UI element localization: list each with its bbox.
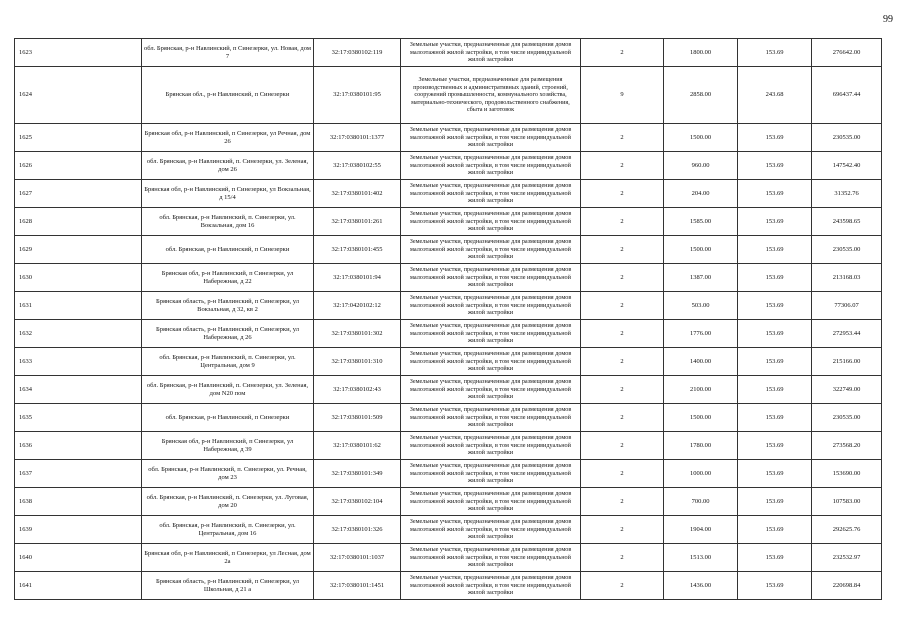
cadastral-value-table xyxy=(14,38,882,600)
cadastral-value-cell: 292625.76 xyxy=(812,516,882,544)
area-cell: 1387.00 xyxy=(664,264,738,292)
address-cell: Брянская обл, р-н Навлинский, п Синезерки, ул Набережная, д 39 xyxy=(142,432,314,460)
rate-cell: 153.69 xyxy=(738,376,812,404)
area-cell: 960.00 xyxy=(664,152,738,180)
table-body xyxy=(15,39,882,600)
area-cell: 503.00 xyxy=(664,292,738,320)
table-row xyxy=(15,292,882,320)
area-cell: 1500.00 xyxy=(664,124,738,152)
land-use-cell: Земельные участки, предназначенные для размещения домов малоэтажной жилой застройки, в том числе индивидуальной жилой застройки xyxy=(401,320,581,348)
group-code-cell: 2 xyxy=(581,208,664,236)
area-cell: 700.00 xyxy=(664,488,738,516)
address-cell: Брянская обл, р-н Навлинский, п Синезерки, ул Набережная, д 22 xyxy=(142,264,314,292)
row-number-cell: 1630 xyxy=(15,264,142,292)
land-use-cell: Земельные участки, предназначенные для размещения домов малоэтажной жилой застройки, в том числе индивидуальной жилой застройки xyxy=(401,544,581,572)
cadastral-value-cell: 31352.76 xyxy=(812,180,882,208)
group-code-cell: 9 xyxy=(581,67,664,124)
rate-cell: 153.69 xyxy=(738,39,812,67)
row-number-cell: 1631 xyxy=(15,292,142,320)
cadastral-number-cell: 32:17:0420102:12 xyxy=(314,292,401,320)
address-cell: Брянская обл, р-н Навлинский, п Синезерки, ул Речная, дом 26 xyxy=(142,124,314,152)
table-row xyxy=(15,376,882,404)
cadastral-value-cell: 276642.00 xyxy=(812,39,882,67)
row-number-cell: 1638 xyxy=(15,488,142,516)
table-row xyxy=(15,152,882,180)
land-use-cell: Земельные участки, предназначенные для размещения домов малоэтажной жилой застройки, в том числе индивидуальной жилой застройки xyxy=(401,516,581,544)
address-cell: Брянская область, р-н Навлинский, п Синезерки, ул Школьная, д 21 а xyxy=(142,572,314,600)
group-code-cell: 2 xyxy=(581,516,664,544)
rate-cell: 153.69 xyxy=(738,488,812,516)
cadastral-number-cell: 32:17:0380101:509 xyxy=(314,404,401,432)
land-use-cell: Земельные участки, предназначенные для размещения домов малоэтажной жилой застройки, в том числе индивидуальной жилой застройки xyxy=(401,208,581,236)
land-use-cell: Земельные участки, предназначенные для размещения домов малоэтажной жилой застройки, в том числе индивидуальной жилой застройки xyxy=(401,236,581,264)
rate-cell: 153.69 xyxy=(738,208,812,236)
rate-cell: 153.69 xyxy=(738,264,812,292)
land-use-cell: Земельные участки, предназначенные для размещения домов малоэтажной жилой застройки, в том числе индивидуальной жилой застройки xyxy=(401,460,581,488)
row-number-cell: 1627 xyxy=(15,180,142,208)
group-code-cell: 2 xyxy=(581,152,664,180)
rate-cell: 243.68 xyxy=(738,67,812,124)
group-code-cell: 2 xyxy=(581,236,664,264)
table-row xyxy=(15,39,882,67)
rate-cell: 153.69 xyxy=(738,348,812,376)
group-code-cell: 2 xyxy=(581,180,664,208)
area-cell: 2100.00 xyxy=(664,376,738,404)
table-row xyxy=(15,432,882,460)
land-use-cell: Земельные участки, предназначенные для размещения домов малоэтажной жилой застройки, в том числе индивидуальной жилой застройки xyxy=(401,432,581,460)
cadastral-number-cell: 32:17:0380101:95 xyxy=(314,67,401,124)
group-code-cell: 2 xyxy=(581,488,664,516)
rate-cell: 153.69 xyxy=(738,320,812,348)
area-cell: 1500.00 xyxy=(664,404,738,432)
row-number-cell: 1635 xyxy=(15,404,142,432)
table-row xyxy=(15,460,882,488)
area-cell: 1513.00 xyxy=(664,544,738,572)
cadastral-value-cell: 322749.00 xyxy=(812,376,882,404)
land-use-cell: Земельные участки, предназначенные для размещения домов малоэтажной жилой застройки, в том числе индивидуальной жилой застройки xyxy=(401,124,581,152)
address-cell: обл. Брянская, р-н Навлинский, п. Синезерки, ул. Зеленая, дом 26 xyxy=(142,152,314,180)
land-use-cell: Земельные участки, предназначенные для размещения домов малоэтажной жилой застройки, в том числе индивидуальной жилой застройки xyxy=(401,404,581,432)
land-use-cell: Земельные участки, предназначенные для размещения домов малоэтажной жилой застройки, в том числе индивидуальной жилой застройки xyxy=(401,152,581,180)
table-row xyxy=(15,208,882,236)
group-code-cell: 2 xyxy=(581,376,664,404)
row-number-cell: 1629 xyxy=(15,236,142,264)
address-cell: обл. Брянская, р-н Навлинский, п. Синезерки, ул. Центральная, дом 16 xyxy=(142,516,314,544)
land-use-cell: Земельные участки, предназначенные для размещения домов малоэтажной жилой застройки, в том числе индивидуальной жилой застройки xyxy=(401,180,581,208)
row-number-cell: 1639 xyxy=(15,516,142,544)
row-number-cell: 1637 xyxy=(15,460,142,488)
page-number: 99 xyxy=(883,14,893,25)
address-cell: Брянская обл, р-н Навлинский, п Синезерки, ул Вокзальная, д 15/4 xyxy=(142,180,314,208)
group-code-cell: 2 xyxy=(581,348,664,376)
land-use-cell: Земельные участки, предназначенные для размещения домов малоэтажной жилой застройки, в том числе индивидуальной жилой застройки xyxy=(401,348,581,376)
area-cell: 1800.00 xyxy=(664,39,738,67)
land-use-cell: Земельные участки, предназначенные для размещения производственных и административных зданий, строений, сооружений промышленности, коммунального хозяйства, материально-технического, продовольственного снабжения, сбыта и заготовок xyxy=(401,67,581,124)
cadastral-number-cell: 32:17:0380101:1037 xyxy=(314,544,401,572)
cadastral-number-cell: 32:17:0380101:302 xyxy=(314,320,401,348)
address-cell: обл. Брянская, р-н Навлинский, п. Синезерки, ул. Вокзальная, дом 16 xyxy=(142,208,314,236)
cadastral-number-cell: 32:17:0380101:94 xyxy=(314,264,401,292)
cadastral-number-cell: 32:17:0380102:55 xyxy=(314,152,401,180)
row-number-cell: 1628 xyxy=(15,208,142,236)
row-number-cell: 1636 xyxy=(15,432,142,460)
cadastral-value-cell: 153690.00 xyxy=(812,460,882,488)
cadastral-number-cell: 32:17:0380101:1451 xyxy=(314,572,401,600)
cadastral-value-cell: 107583.00 xyxy=(812,488,882,516)
area-cell: 1500.00 xyxy=(664,236,738,264)
cadastral-value-cell: 272953.44 xyxy=(812,320,882,348)
rate-cell: 153.69 xyxy=(738,404,812,432)
cadastral-number-cell: 32:17:0380102:104 xyxy=(314,488,401,516)
cadastral-number-cell: 32:17:0380101:349 xyxy=(314,460,401,488)
land-use-cell: Земельные участки, предназначенные для размещения домов малоэтажной жилой застройки, в том числе индивидуальной жилой застройки xyxy=(401,572,581,600)
cadastral-value-cell: 230535.00 xyxy=(812,236,882,264)
group-code-cell: 2 xyxy=(581,572,664,600)
land-use-cell: Земельные участки, предназначенные для размещения домов малоэтажной жилой застройки, в том числе индивидуальной жилой застройки xyxy=(401,39,581,67)
row-number-cell: 1640 xyxy=(15,544,142,572)
cadastral-value-cell: 147542.40 xyxy=(812,152,882,180)
cadastral-number-cell: 32:17:0380101:1377 xyxy=(314,124,401,152)
rate-cell: 153.69 xyxy=(738,432,812,460)
address-cell: Брянская область, р-н Навлинский, п Синезерки, ул Вокзальная, д 32, кв 2 xyxy=(142,292,314,320)
address-cell: обл. Брянская, р-н Навлинский, п. Синезерки, ул. Центральная, дом 9 xyxy=(142,348,314,376)
table-row xyxy=(15,404,882,432)
group-code-cell: 2 xyxy=(581,544,664,572)
area-cell: 2858.00 xyxy=(664,67,738,124)
address-cell: обл. Брянская, р-н Навлинский, п. Синезерки, ул. Зеленая, дом N20 пом xyxy=(142,376,314,404)
area-cell: 204.00 xyxy=(664,180,738,208)
row-number-cell: 1623 xyxy=(15,39,142,67)
cadastral-value-cell: 243598.65 xyxy=(812,208,882,236)
cadastral-number-cell: 32:17:0380101:261 xyxy=(314,208,401,236)
land-use-cell: Земельные участки, предназначенные для размещения домов малоэтажной жилой застройки, в том числе индивидуальной жилой застройки xyxy=(401,488,581,516)
cadastral-value-cell: 230535.00 xyxy=(812,404,882,432)
cadastral-number-cell: 32:17:0380102:119 xyxy=(314,39,401,67)
land-use-cell: Земельные участки, предназначенные для размещения домов малоэтажной жилой застройки, в том числе индивидуальной жилой застройки xyxy=(401,292,581,320)
cadastral-value-cell: 230535.00 xyxy=(812,124,882,152)
table-row xyxy=(15,544,882,572)
address-cell: обл. Брянская, р-н Навлинский, п. Синезерки, ул. Луговая, дом 20 xyxy=(142,488,314,516)
rate-cell: 153.69 xyxy=(738,124,812,152)
address-cell: обл. Брянская, р-н Навлинский, п. Синезерки, ул. Речная, дом 23 xyxy=(142,460,314,488)
rate-cell: 153.69 xyxy=(738,572,812,600)
cadastral-number-cell: 32:17:0380101:62 xyxy=(314,432,401,460)
address-cell: Брянская обл, р-н Навлинский, п Синезерки, ул Лесная, дом 2а xyxy=(142,544,314,572)
group-code-cell: 2 xyxy=(581,39,664,67)
rate-cell: 153.69 xyxy=(738,292,812,320)
row-number-cell: 1632 xyxy=(15,320,142,348)
group-code-cell: 2 xyxy=(581,460,664,488)
table-row xyxy=(15,320,882,348)
group-code-cell: 2 xyxy=(581,404,664,432)
area-cell: 1776.00 xyxy=(664,320,738,348)
table-row xyxy=(15,180,882,208)
area-cell: 1780.00 xyxy=(664,432,738,460)
table-row xyxy=(15,236,882,264)
cadastral-value-cell: 273568.20 xyxy=(812,432,882,460)
address-cell: Брянская область, р-н Навлинский, п Синезерки, ул Набережная, д 26 xyxy=(142,320,314,348)
rate-cell: 153.69 xyxy=(738,152,812,180)
cadastral-value-cell: 213168.03 xyxy=(812,264,882,292)
cadastral-number-cell: 32:17:0380101:402 xyxy=(314,180,401,208)
row-number-cell: 1641 xyxy=(15,572,142,600)
group-code-cell: 2 xyxy=(581,264,664,292)
land-use-cell: Земельные участки, предназначенные для размещения домов малоэтажной жилой застройки, в том числе индивидуальной жилой застройки xyxy=(401,264,581,292)
address-cell: Брянская обл., р-н Навлинский, п Синезерки xyxy=(142,67,314,124)
group-code-cell: 2 xyxy=(581,292,664,320)
area-cell: 1400.00 xyxy=(664,348,738,376)
address-cell: обл. Брянская, р-н Навлинский, п Синезерки, ул. Новая, дом 7 xyxy=(142,39,314,67)
cadastral-value-cell: 220698.84 xyxy=(812,572,882,600)
area-cell: 1904.00 xyxy=(664,516,738,544)
address-cell: обл. Брянская, р-н Навлинский, п Синезерки xyxy=(142,404,314,432)
row-number-cell: 1626 xyxy=(15,152,142,180)
table-row xyxy=(15,67,882,124)
row-number-cell: 1633 xyxy=(15,348,142,376)
land-use-cell: Земельные участки, предназначенные для размещения домов малоэтажной жилой застройки, в том числе индивидуальной жилой застройки xyxy=(401,376,581,404)
area-cell: 1000.00 xyxy=(664,460,738,488)
table-row xyxy=(15,488,882,516)
table-row xyxy=(15,348,882,376)
group-code-cell: 2 xyxy=(581,124,664,152)
cadastral-number-cell: 32:17:0380101:326 xyxy=(314,516,401,544)
area-cell: 1436.00 xyxy=(664,572,738,600)
cadastral-value-cell: 77306.07 xyxy=(812,292,882,320)
table-row xyxy=(15,516,882,544)
row-number-cell: 1634 xyxy=(15,376,142,404)
rate-cell: 153.69 xyxy=(738,516,812,544)
cadastral-number-cell: 32:17:0380102:43 xyxy=(314,376,401,404)
rate-cell: 153.69 xyxy=(738,180,812,208)
cadastral-value-cell: 696437.44 xyxy=(812,67,882,124)
cadastral-number-cell: 32:17:0380101:310 xyxy=(314,348,401,376)
row-number-cell: 1625 xyxy=(15,124,142,152)
row-number-cell: 1624 xyxy=(15,67,142,124)
cadastral-value-cell: 215166.00 xyxy=(812,348,882,376)
rate-cell: 153.69 xyxy=(738,544,812,572)
cadastral-value-cell: 232532.97 xyxy=(812,544,882,572)
rate-cell: 153.69 xyxy=(738,460,812,488)
area-cell: 1585.00 xyxy=(664,208,738,236)
table-row xyxy=(15,124,882,152)
cadastral-number-cell: 32:17:0380101:455 xyxy=(314,236,401,264)
group-code-cell: 2 xyxy=(581,432,664,460)
group-code-cell: 2 xyxy=(581,320,664,348)
table-row xyxy=(15,572,882,600)
address-cell: обл. Брянская, р-н Навлинский, п Синезерки xyxy=(142,236,314,264)
table-row xyxy=(15,264,882,292)
rate-cell: 153.69 xyxy=(738,236,812,264)
